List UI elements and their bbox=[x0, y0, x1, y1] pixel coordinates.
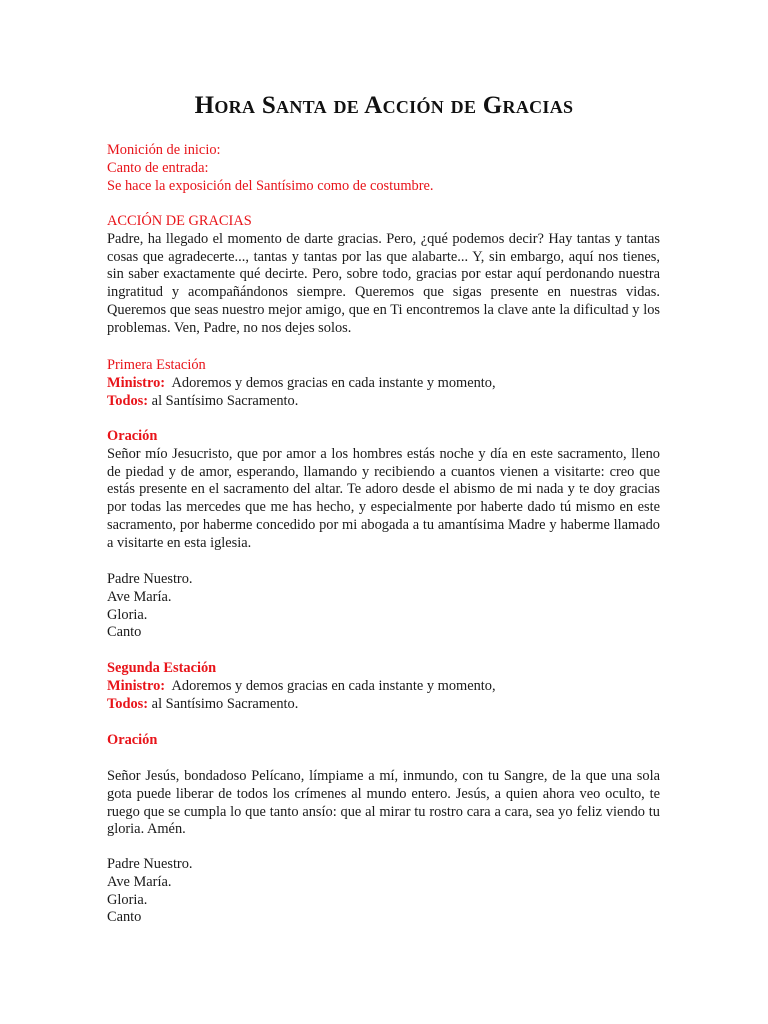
accion-heading: ACCIÓN DE GRACIAS bbox=[107, 213, 252, 229]
ministro-text: Adoremos y demos gracias en cada instante y momento, bbox=[165, 374, 496, 391]
ministro-label: Ministro: bbox=[107, 374, 166, 391]
exposicion-line: Se hace la exposición del Santísimo como de costumbre. bbox=[107, 177, 434, 194]
monicion-line: Monición de inicio: bbox=[107, 142, 221, 158]
ministro-label: Ministro: bbox=[107, 677, 166, 694]
estacion1-heading: Primera Estación bbox=[107, 357, 206, 373]
prayer-line: Canto bbox=[107, 624, 142, 641]
ministro-text: Adoremos y demos gracias en cada instante y momento, bbox=[165, 677, 496, 694]
prayer-line: Canto bbox=[107, 909, 142, 926]
estacion1-oracion bbox=[107, 428, 660, 553]
todos-text: al Santísimo Sacramento. bbox=[148, 392, 299, 409]
prayer-line: Gloria. bbox=[107, 606, 148, 623]
accion-paragraph: Padre, ha llegado el momento de darte gracias. Pero, ¿qué podemos decir? Hay tantas y tantas cosas que agradecerte..., tantas y tantas por las que alabarte... Y, sin embargo, aquí nos tienes, sin saber exactamente qué decirte. Pero, sobre todo, gracias por estar aquí perdonando nuestra ingratitud y acompañándonos siempre. Queremos que sigas presente en nuestras vidas. Queremos que seas nuestro mejor amigo, que en Ti encontremos la clave ante la dificultad y los problemas. Ven, Padre, no nos dejes solos. bbox=[107, 230, 660, 336]
prayer-line: Padre Nuestro. bbox=[107, 856, 193, 872]
estacion1-todos bbox=[107, 393, 660, 411]
estacion2-oracion-heading-block bbox=[107, 732, 660, 750]
accion-section bbox=[107, 213, 660, 338]
estacion2-heading: Segunda Estación bbox=[107, 660, 217, 676]
oracion2-paragraph: Señor Jesús, bondadoso Pelícano, límpiame a mí, inmundo, con tu Sangre, de la que una sola gota puede liberar de todos los crímenes al mundo entero. Jesús, a quien ahora veo oculto, te ruego que se cumpla lo que tanto ansío: que al mirar tu rostro cara a cara, sea yo feliz viendo tu gloria. Amén. bbox=[107, 768, 660, 838]
estacion2-ministro bbox=[107, 678, 660, 696]
prayer-line: Padre Nuestro. bbox=[107, 571, 193, 587]
oracion1-heading: Oración bbox=[107, 428, 158, 444]
estacion2-prayers bbox=[107, 856, 660, 927]
canto-entrada-line: Canto de entrada: bbox=[107, 159, 209, 176]
estacion2-header bbox=[107, 660, 660, 713]
oracion1-paragraph: Señor mío Jesucristo, que por amor a los hombres estás noche y día en este sacramento, lleno de piedad y de amor, esperando, llamando y recibiendo a cuantos vienen a visitarte: creo que estás presente en el sacramento del altar. Te adoro desde el abismo de mi nada y te doy gracias por todas las mercedes que me has hecho, y especialmente por haberte dado tú mismo en este sacramento, por haberme concedido por mi abogada a tu amantísima Madre y haberme llamado a visitarte en esta iglesia. bbox=[107, 445, 660, 551]
todos-text: al Santísimo Sacramento. bbox=[148, 695, 299, 712]
oracion2-heading: Oración bbox=[107, 732, 158, 748]
estacion1-ministro bbox=[107, 375, 660, 393]
prayer-line: Ave María. bbox=[107, 873, 172, 890]
page-title: Hora Santa de Acción de Gracias bbox=[194, 92, 574, 119]
prayer-line: Gloria. bbox=[107, 891, 148, 908]
estacion2-todos bbox=[107, 696, 660, 714]
intro-section bbox=[107, 142, 660, 195]
todos-label: Todos: bbox=[107, 695, 149, 712]
todos-label: Todos: bbox=[107, 392, 149, 409]
prayer-line: Ave María. bbox=[107, 588, 172, 605]
estacion1-prayers bbox=[107, 571, 660, 642]
estacion1-header bbox=[107, 357, 660, 410]
